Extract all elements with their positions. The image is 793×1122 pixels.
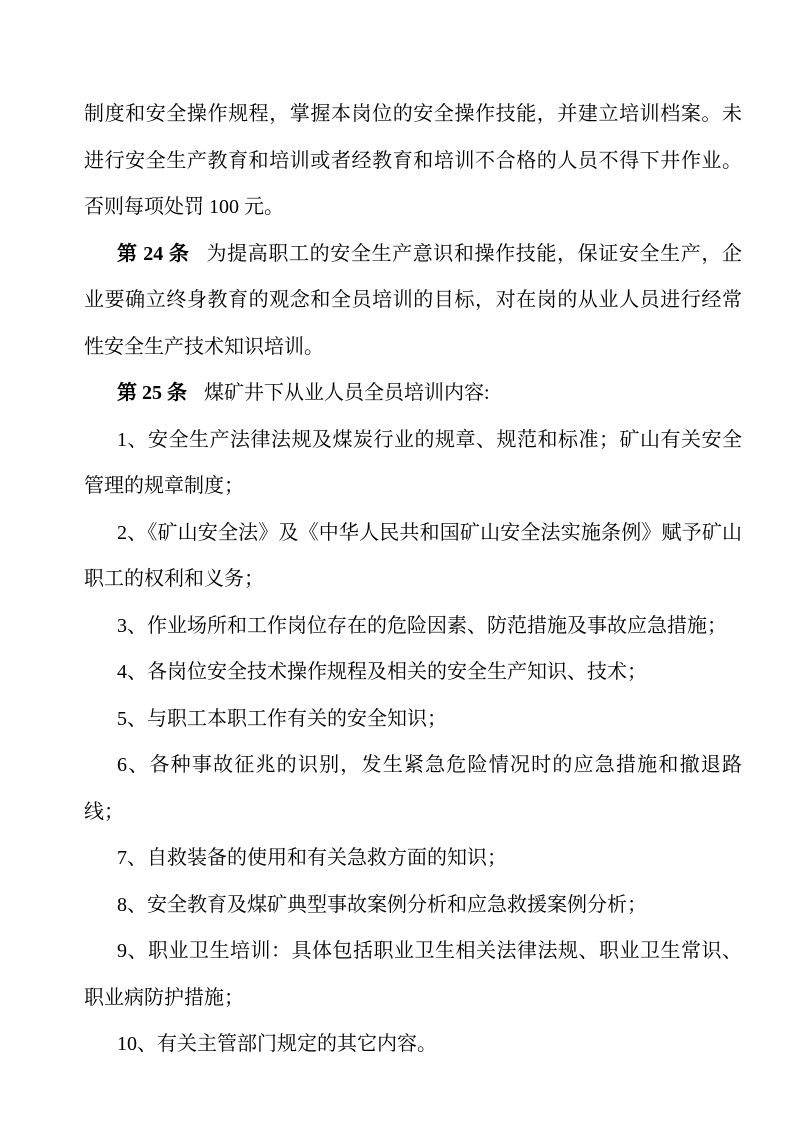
article-25-label: 第 25 条	[117, 382, 187, 404]
list-item-7	[84, 835, 742, 882]
list-item-6	[84, 742, 742, 835]
list-item-text: 5、与职工本职工作有关的安全知识；	[117, 707, 447, 730]
list-item-text: 1、安全生产法律法规及煤炭行业的规章、规范和标准；矿山有关安全管理的规章制度；	[84, 428, 742, 497]
list-item-9	[84, 928, 742, 1021]
list-item-5	[84, 696, 742, 743]
list-item-10	[84, 1021, 742, 1068]
paragraph-article-24	[84, 231, 742, 371]
list-item-8	[84, 882, 742, 929]
list-item-text: 3、作业场所和工作岗位存在的危险因素、防范措施及事故应急措施；	[117, 614, 727, 637]
list-item-text: 7、自救装备的使用和有关急救方面的知识；	[117, 847, 507, 869]
paragraph-article-25	[84, 370, 742, 417]
list-item-text: 6、各种事故征兆的识别，发生紧急危险情况时的应急措施和撤退路线；	[84, 754, 742, 823]
list-item-text: 8、安全教育及煤矿典型事故案例分析和应急救援案例分析；	[117, 893, 647, 916]
list-item-3	[84, 603, 742, 650]
paragraph-text: 煤矿井下从业人员全员培训内容:	[204, 382, 490, 404]
paragraph-continuation	[84, 91, 742, 231]
paragraph-text: 制度和安全操作规程，掌握本岗位的安全操作技能，并建立培训档案。未进行安全生产教育和培训或者经教育和培训不合格的人员不得下井作业。否则每项处罚 100 元。	[84, 103, 742, 218]
list-item-text: 4、各岗位安全技术操作规程及相关的安全生产知识、技术；	[117, 661, 647, 683]
list-item-text: 2、《矿山安全法》及《中华人民共和国矿山安全法实施条例》赋予矿山职工的权利和义务；	[84, 521, 742, 590]
article-24-label: 第 24 条	[117, 242, 190, 265]
paragraph-text: 为提高职工的安全生产意识和操作技能，保证安全生产，企业要确立终身教育的观念和全员培训的目标，对在岗的从业人员进行经常性安全生产技术知识培训。	[84, 242, 743, 358]
list-item-text: 10、有关主管部门规定的其它内容。	[117, 1033, 437, 1055]
list-item-2	[84, 510, 742, 603]
list-item-text: 9、职业卫生培训：具体包括职业卫生相关法律法规、职业卫生常识、职业病防护措施；	[84, 940, 742, 1009]
list-item-4	[84, 649, 742, 696]
list-item-1	[84, 417, 742, 510]
